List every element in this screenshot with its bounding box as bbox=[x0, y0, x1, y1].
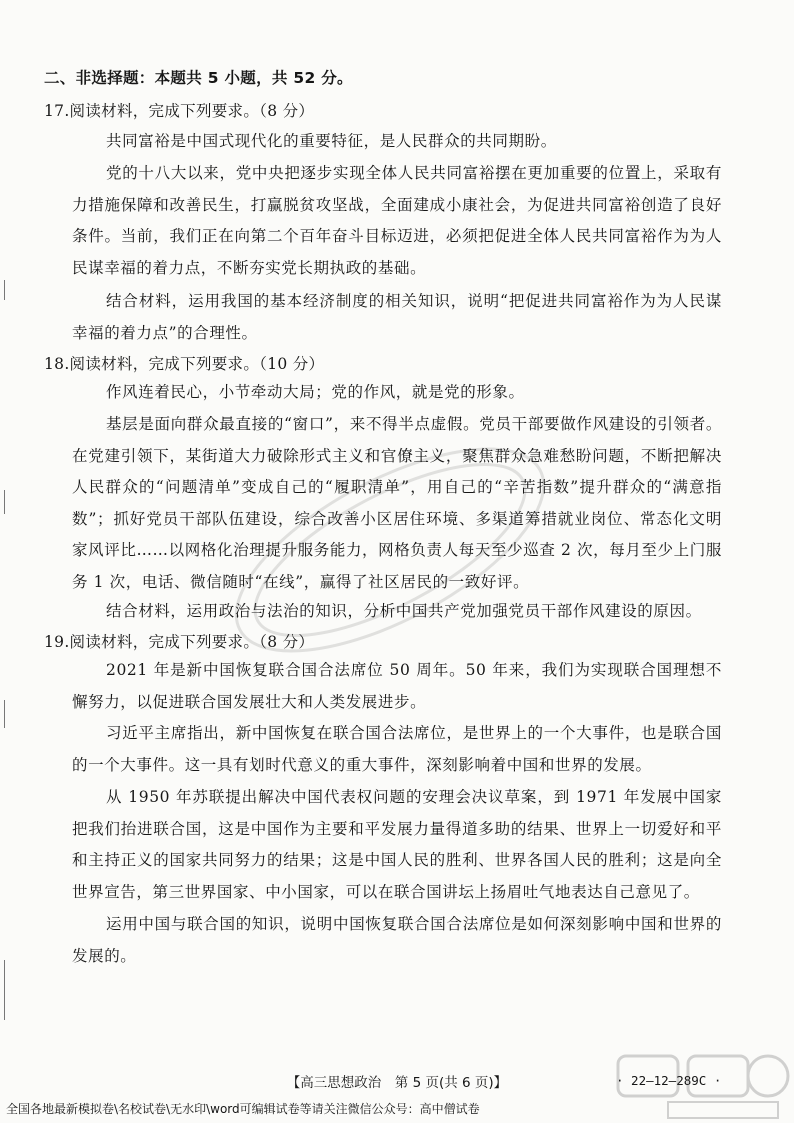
question-19-head: 19.阅读材料，完成下列要求。（8 分） bbox=[44, 633, 315, 651]
question-19-para-1: 2021 年是新中国恢复联合国合法席位 50 周年。50 年来，我们为实现联合国理想不懈努力，以促进联合国发展壮大和人类发展进步。 bbox=[72, 661, 722, 711]
footer-code: · 22—12—289C · bbox=[616, 1073, 722, 1088]
question-18-para-3: 结合材料，运用政治与法治的知识，分析中国共产党加强党员干部作风建设的原因。 bbox=[106, 602, 702, 620]
question-19-para-4: 运用中国与联合国的知识，说明中国恢复联合国合法席位是如何深刻影响中国和世界的发展的。 bbox=[72, 915, 722, 965]
bottom-note: 全国各地最新模拟卷\名校试卷\无水印\word可编辑试卷等请关注微信公众号：高中僧试卷 bbox=[6, 1102, 480, 1116]
question-17-para-1: 共同富裕是中国式现代化的重要特征，是人民群众的共同期盼。 bbox=[106, 132, 557, 150]
binding-line bbox=[4, 280, 5, 300]
question-18-para-1: 作风连着民心，小节牵动大局；党的作风，就是党的形象。 bbox=[106, 383, 525, 401]
binding-line bbox=[4, 700, 5, 728]
question-17-para-2: 党的十八大以来，党中央把逐步实现全体人民共同富裕摆在更加重要的位置上，采取有力措施保障和改善民生，打赢脱贫攻坚战，全面建成小康社会，为促进共同富裕创造了良好条件。当前，我们正在向第二个百年奋斗目标迈进，必须把促进全体人民共同富裕作为为人民谋幸福的着力点，不断夯实党长期执政的基础。 bbox=[72, 164, 722, 277]
question-19-para-3: 从 1950 年苏联提出解决中国代表权问题的安理会决议草案，到 1971 年发展中国家把我们抬进联合国，这是中国作为主要和平发展力量得道多助的结果、世界上一切爱好和平和主持正义的国家共同努力的结果；这是中国人民的胜利、世界各国人民的胜利；这是向全世界宣告，第三世界国家、中小国家，可以在联合国讲坛上扬眉吐气地表达自己意见了。 bbox=[72, 788, 722, 901]
question-18-head: 18.阅读材料，完成下列要求。（10 分） bbox=[44, 355, 325, 373]
section-title: 二、非选择题：本题共 5 小题，共 52 分。 bbox=[44, 69, 353, 87]
question-19-para-2: 习近平主席指出，新中国恢复在联合国合法席位，是世界上的一个大事件，也是联合国的一个大事件。这一具有划时代意义的重大事件，深刻影响着中国和世界的发展。 bbox=[72, 724, 722, 774]
corner-logo bbox=[608, 1048, 794, 1123]
binding-line bbox=[4, 960, 5, 1020]
page-footer: 【高三思想政治 第 5 页(共 6 页)】 bbox=[286, 1075, 508, 1091]
binding-line bbox=[4, 490, 5, 514]
question-17-head: 17.阅读材料，完成下列要求。（8 分） bbox=[44, 102, 315, 120]
question-17-para-3: 结合材料，运用我国的基本经济制度的相关知识，说明“把促进共同富裕作为为人民谋幸福的着力点”的合理性。 bbox=[72, 292, 722, 342]
question-18-para-2: 基层是面向群众最直接的“窗口”，来不得半点虚假。党员干部要做作风建设的引领者。在党建引领下，某街道大力破除形式主义和官僚主义，聚焦群众急难愁盼问题，不断把解决人民群众的“问题清单”变成自己的“履职清单”，用自己的“辛苦指数”提升群众的“满意指数”；抓好党员干部队伍建设，综合改善小区居住环境、多渠道筹措就业岗位、常态化文明家风评比……以网格化治理提升服务能力，网格负责人每天至少巡查 2 次，每月至少上门服务 1 次，电话、微信随时“在线”，赢得了社区居民的一致好评。 bbox=[72, 415, 722, 591]
